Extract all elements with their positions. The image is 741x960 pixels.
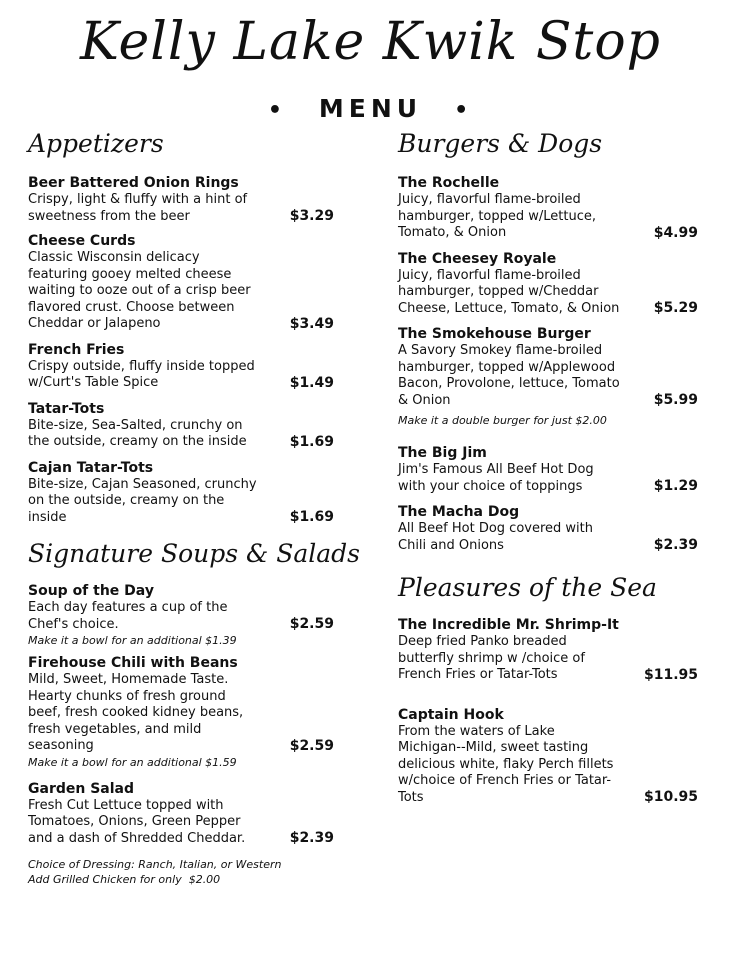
menu-item	[398, 503, 698, 554]
item-name: Garden Salad	[28, 780, 134, 797]
menu-item	[28, 400, 340, 451]
item-price: $2.39	[289, 830, 334, 846]
bowl-upgrade-note: Make it a bowl for an additional $1.59	[28, 755, 237, 769]
item-description: Bite-size, Sea-Salted, crunchy on the outside, creamy on the inside	[28, 417, 247, 449]
item-description: A Savory Smokey flame-broiled hamburger, topped w/Applewood Bacon, Provolone, lettuce, Tomato & Onion	[398, 343, 620, 408]
item-description: Crispy, light & fluffy with a hint of sweetness from the beer	[28, 192, 248, 224]
menu-item	[28, 232, 340, 333]
bullet-right: •	[454, 98, 474, 123]
item-price: $1.29	[653, 478, 698, 494]
item-description: Mild, Sweet, Homemade Taste. Hearty chunks of fresh ground beef, fresh cooked kidney beans, fresh vegetables, and mild seasoning	[28, 672, 244, 753]
item-name: French Fries	[28, 341, 125, 358]
item-price: $10.95	[643, 789, 698, 805]
left-column	[28, 128, 360, 887]
item-description: Classic Wisconsin delicacy featuring gooey melted cheese waiting to ooze out of a crisp beer flavored crust. Choose between Cheddar or Jalapeno	[28, 250, 251, 331]
item-name: Beer Battered Onion Rings	[28, 175, 239, 191]
item-price: $3.29	[289, 208, 334, 224]
item-name: Firehouse Chili with Beans	[28, 655, 238, 671]
menu-item	[398, 174, 698, 242]
right-column	[398, 128, 698, 806]
section-title-sea: Pleasures of the Sea	[398, 573, 657, 602]
menu-item	[28, 341, 340, 392]
item-price: $2.59	[289, 737, 334, 754]
bullet-left: •	[267, 98, 287, 123]
item-description: Deep fried Panko breaded butterfly shrimp w /choice of French Fries or Tatar-Tots	[398, 634, 585, 682]
section-title-appetizers: Appetizers	[28, 129, 164, 158]
item-price: $2.59	[289, 616, 334, 632]
item-description: Bite-size, Cajan Seasoned, crunchy on the outside, creamy on the inside	[28, 476, 257, 525]
menu-heading	[0, 94, 741, 123]
item-price: $4.99	[653, 224, 698, 241]
item-description: Crispy outside, fluffy inside topped w/Curt's Table Spice	[28, 358, 255, 390]
menu-item	[398, 616, 698, 684]
item-price: $1.49	[289, 374, 334, 391]
item-description: Juicy, flavorful flame-broiled hamburger, topped w/Lettuce, Tomato, & Onion	[398, 192, 597, 240]
section-title-burgers-dogs: Burgers & Dogs	[398, 129, 603, 158]
menu-item	[398, 444, 698, 495]
item-description: From the waters of Lake Michigan--Mild, sweet tasting delicious white, flaky Perch fillets w/choice of French Fries or Tatar-Tots	[398, 723, 614, 805]
section-title-soups-salads: Signature Soups & Salads	[28, 539, 360, 568]
item-name: The Rochelle	[398, 175, 500, 191]
item-name: The Incredible Mr. Shrimp-It	[398, 617, 619, 633]
item-price: $11.95	[643, 666, 698, 683]
bowl-upgrade-note: Make it a bowl for an additional $1.39	[28, 634, 237, 647]
menu-item	[398, 706, 698, 807]
item-description: Fresh Cut Lettuce topped with Tomatoes, Onions, Green Pepper and a dash of Shredded Cheddar.	[28, 797, 246, 846]
menu-item	[28, 780, 340, 848]
menu-item	[28, 174, 340, 225]
item-name: Captain Hook	[398, 706, 504, 723]
menu-item	[28, 654, 340, 755]
item-name: The Macha Dog	[398, 504, 520, 520]
restaurant-title: Kelly Lake Kwik Stop	[80, 12, 661, 72]
item-price: $1.69	[289, 509, 334, 525]
item-price: $1.69	[289, 433, 334, 450]
double-burger-note: Make it a double burger for just $2.00	[398, 414, 607, 427]
item-price: $3.49	[289, 315, 334, 332]
menu-item	[398, 325, 698, 409]
chicken-addon-note: Add Grilled Chicken for only $2.00	[28, 873, 221, 886]
item-description: Jim's Famous All Beef Hot Dog with your choice of toppings	[398, 462, 594, 494]
menu-item	[28, 582, 340, 633]
item-description: Juicy, flavorful flame-broiled hamburger, topped w/Cheddar Cheese, Lettuce, Tomato, & Onion	[398, 267, 620, 316]
dressing-note: Choice of Dressing: Ranch, Italian, or Western	[28, 858, 282, 871]
item-name: Soup of the Day	[28, 583, 154, 599]
item-name: Cajan Tatar-Tots	[28, 459, 154, 476]
item-price: $2.39	[653, 537, 698, 553]
item-description: All Beef Hot Dog covered with Chili and Onions	[398, 521, 593, 553]
menu-item	[28, 459, 340, 527]
item-price: $5.29	[653, 300, 698, 316]
item-name: The Cheesey Royale	[398, 250, 557, 267]
menu-item	[398, 250, 698, 318]
item-name: The Smokehouse Burger	[398, 326, 591, 342]
item-description: Each day features a cup of the Chef's choice.	[28, 600, 228, 632]
item-name: Cheese Curds	[28, 233, 136, 249]
item-name: The Big Jim	[398, 445, 487, 461]
item-price: $5.99	[653, 392, 698, 408]
item-name: Tatar-Tots	[28, 400, 105, 417]
menu-label: MENU	[318, 94, 423, 123]
